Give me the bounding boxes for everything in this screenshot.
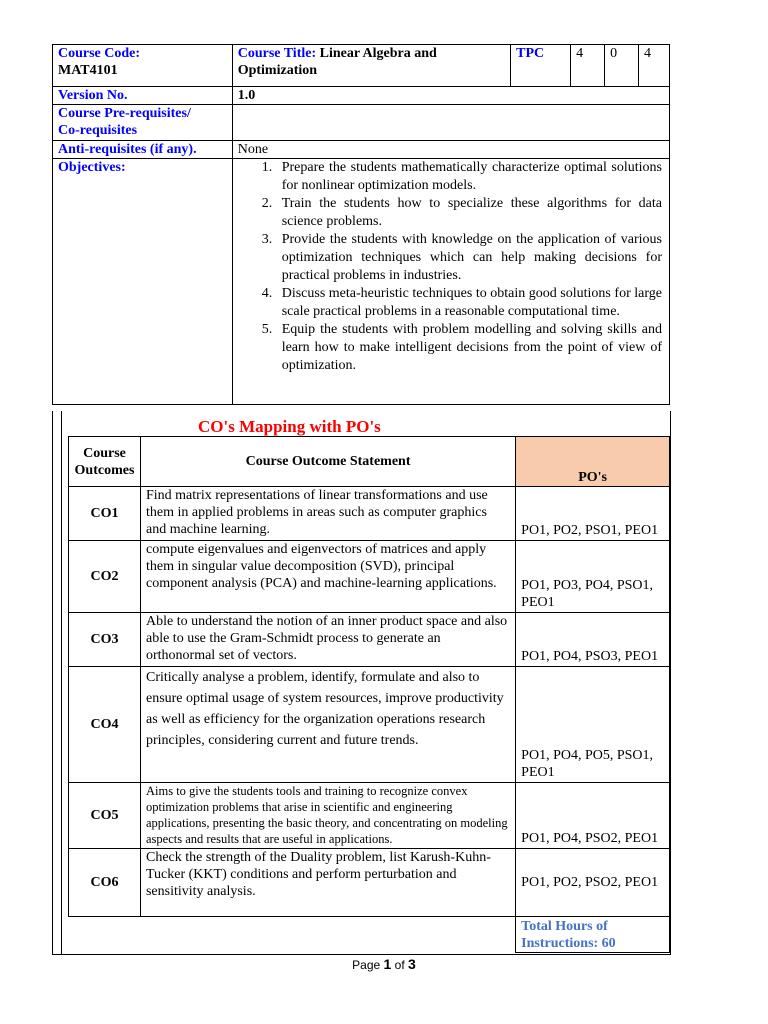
co-mapping-table — [68, 436, 670, 953]
co-id: CO3 — [69, 613, 141, 667]
course-code-cell — [53, 45, 233, 87]
objectives-label: Objectives: — [58, 160, 126, 175]
total-hours: Total Hours of Instructions: 60 — [516, 917, 670, 953]
course-code-label: Course Code: — [58, 46, 141, 61]
col-header-outcome: Course Outcomes — [69, 437, 141, 487]
co-statement: Check the strength of the Duality problem, list Karush-Kuhn-Tucker (KKT) conditions and perform perturbation and sensitivity analysis. — [140, 849, 515, 917]
course-title: Linear Algebra and Optimization — [237, 46, 437, 78]
version-value: 1.0 — [237, 88, 256, 103]
prereq-label-line1: Course Pre-requisites/ — [58, 106, 191, 121]
objective-item: 1. Prepare the students mathematically characterize optimal solutions for nonlinear optimization models. — [276, 159, 662, 195]
page-word: Page — [352, 958, 381, 972]
co-statement: Able to understand the notion of an inner product space and also able to use the Gram-Schmidt process to generate an orthonormal set of vectors. — [140, 613, 515, 667]
objective-item: 5. Equip the students with problem modelling and solving skills and learn how to make intelligent decisions from the point of view of optimization. — [276, 321, 662, 375]
page-number: 1 — [383, 956, 392, 972]
co-pos: PO1, PO4, PO5, PSO1, PEO1 — [516, 667, 670, 783]
antireq-label: Anti-requisites (if any). — [58, 142, 197, 157]
tpc-practical: 0 — [605, 45, 639, 87]
objective-item: 4. Discuss meta-heuristic techniques to obtain good solutions for large scale practical problems in a reasonable computational time. — [276, 285, 662, 321]
tpc-theory: 4 — [571, 45, 605, 87]
co-id: CO5 — [69, 783, 141, 849]
page-total: 3 — [408, 956, 416, 972]
section-inner-border — [61, 411, 62, 954]
objective-item: 3. Provide the students with knowledge on the application of various optimization techniques which can help making decisions for practical problems in industries. — [276, 231, 662, 285]
col-header-statement: Course Outcome Statement — [140, 437, 515, 487]
co-id: CO1 — [69, 487, 141, 541]
co-pos: PO1, PO2, PSO1, PEO1 — [516, 487, 670, 541]
co-pos: PO1, PO2, PSO2, PEO1 — [516, 849, 670, 917]
version-label: Version No. — [58, 88, 128, 103]
table-row — [69, 849, 670, 917]
co-id: CO4 — [69, 667, 141, 783]
table-row — [69, 487, 670, 541]
co-statement: Find matrix representations of linear transformations and use them in applied problems in areas such as computer graphics and machine learning. — [140, 487, 515, 541]
prereq-value — [232, 105, 669, 141]
course-title-label: Course Title: — [237, 46, 317, 61]
course-header-table — [52, 44, 670, 405]
co-mapping-section — [52, 411, 671, 955]
co-pos: PO1, PO3, PO4, PSO1, PEO1 — [516, 541, 670, 613]
co-id: CO2 — [69, 541, 141, 613]
of-word: of — [394, 958, 405, 972]
table-row — [69, 667, 670, 783]
table-row — [69, 541, 670, 613]
co-statement: Critically analyse a problem, identify, formulate and also to ensure optimal usage of system resources, improve productivity as well as efficiency for the organization operations research principles, considering current and future trends. — [140, 667, 515, 783]
co-statement: compute eigenvalues and eigenvectors of matrices and apply them in singular value decomposition (SVD), principal component analysis (PCA) and machine-learning applications. — [140, 541, 515, 613]
course-title-cell — [232, 45, 510, 87]
prereq-label — [58, 105, 227, 122]
tpc-credits: 4 — [639, 45, 670, 87]
co-pos: PO1, PO4, PSO2, PEO1 — [516, 783, 670, 849]
co-statement: Aims to give the students tools and training to recognize convex optimization problems that arise in scientific and engineering applications, presenting the basic theory, and concentrating on modeling aspects and results that are useful in applications. — [140, 783, 515, 849]
mapping-title: CO's Mapping with PO's — [198, 417, 381, 436]
course-code: MAT4101 — [58, 63, 118, 78]
col-header-pos: PO's — [516, 437, 670, 487]
tpc-label: TPC — [516, 46, 545, 61]
co-pos: PO1, PO4, PSO3, PEO1 — [516, 613, 670, 667]
table-row — [69, 613, 670, 667]
objectives-list — [238, 159, 662, 375]
page-footer — [0, 956, 768, 972]
antireq-value: None — [232, 141, 669, 159]
co-id: CO6 — [69, 849, 141, 917]
table-row — [69, 783, 670, 849]
objective-item: 2. Train the students how to specialize these algorithms for data science problems. — [276, 195, 662, 231]
prereq-label-line2: Co-requisites — [58, 123, 138, 138]
